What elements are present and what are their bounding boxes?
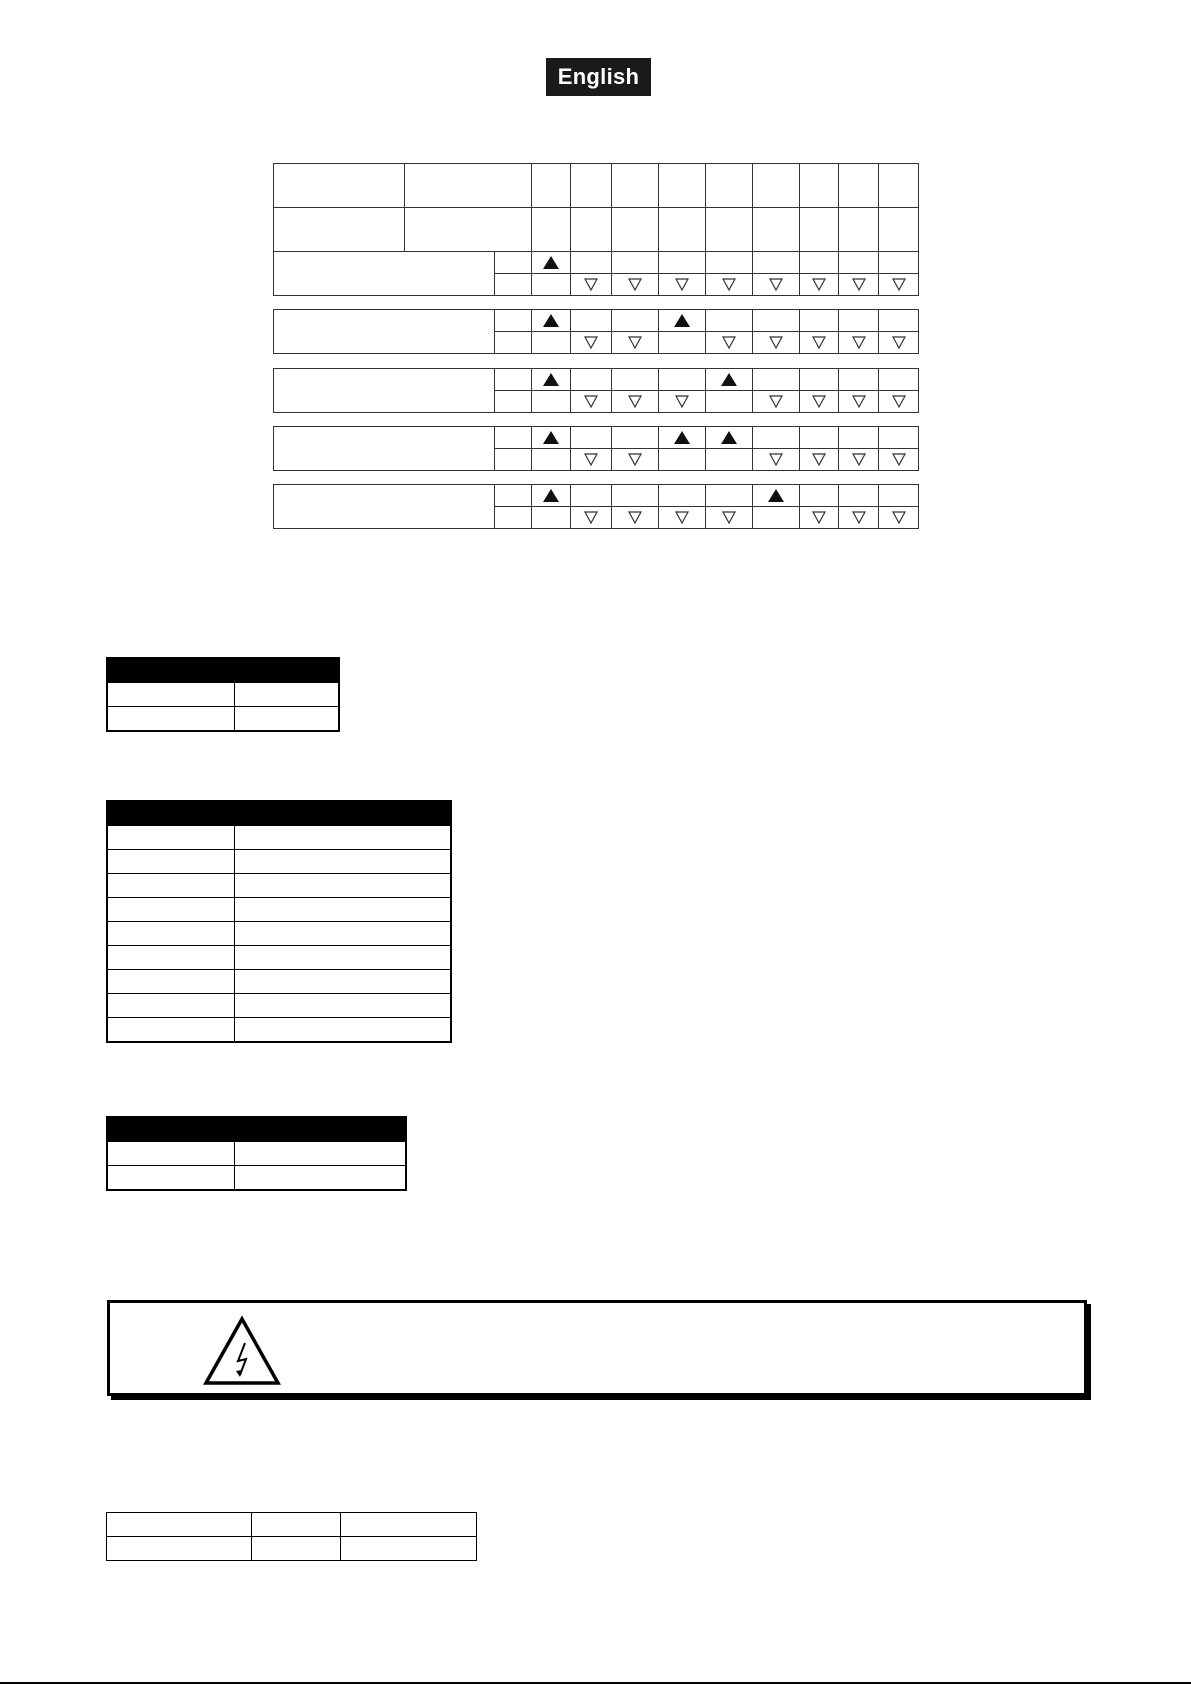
table-header-row	[107, 1117, 406, 1142]
dip-switch-off-cell	[839, 391, 879, 413]
electric-hazard-icon	[202, 1315, 282, 1387]
switch-off-marker-icon	[892, 393, 906, 410]
dip-row-on	[274, 485, 919, 507]
dip-switch-off-cell	[532, 449, 571, 471]
dip-switch-on-cell	[800, 310, 839, 332]
dip-switch-off-cell	[753, 507, 800, 529]
dip-switch-group	[273, 251, 919, 296]
dip-group-label-cell	[274, 369, 495, 413]
dip-switch-off-cell	[753, 332, 800, 354]
switch-on-marker-icon	[721, 373, 737, 386]
table-row	[107, 946, 451, 970]
switch-off-marker-icon	[722, 334, 736, 351]
switch-off-marker-icon	[584, 451, 598, 468]
dip-switch-off-cell	[839, 449, 879, 471]
switch-off-marker-icon	[628, 451, 642, 468]
dip-switch-on-cell	[532, 252, 571, 274]
switch-on-marker-icon	[543, 314, 559, 327]
switch-off-marker-icon	[675, 509, 689, 526]
warning-box	[107, 1300, 1087, 1396]
dip-group-label-cell	[274, 310, 495, 354]
dip-switch-on-cell	[879, 252, 919, 274]
dip-switch-off-cell	[612, 391, 659, 413]
dip-switch-on-cell	[612, 427, 659, 449]
data-table-d	[106, 1512, 477, 1561]
dip-switch-off-cell	[800, 391, 839, 413]
dip-switch-on-cell	[753, 310, 800, 332]
table-row	[107, 898, 451, 922]
dip-switch-off-cell	[753, 274, 800, 296]
dip-switch-off-cell	[879, 449, 919, 471]
dip-switch-group	[273, 484, 919, 529]
table-row	[107, 826, 451, 850]
dip-switch-off-cell	[571, 332, 612, 354]
switch-on-marker-icon	[543, 431, 559, 444]
switch-off-marker-icon	[812, 393, 826, 410]
dip-switch-off-cell	[706, 449, 753, 471]
dip-switch-on-cell	[532, 485, 571, 507]
switch-off-marker-icon	[892, 509, 906, 526]
table-row	[107, 994, 451, 1018]
dip-switch-off-cell	[659, 507, 706, 529]
dip-switch-on-cell	[800, 485, 839, 507]
dip-switch-off-cell	[800, 332, 839, 354]
dip-switch-on-cell	[659, 310, 706, 332]
dip-switch-on-cell	[659, 485, 706, 507]
dip-row-on	[274, 252, 919, 274]
dip-group-label-cell	[274, 427, 495, 471]
data-table-c	[106, 1116, 407, 1191]
dip-switch-on-cell	[753, 485, 800, 507]
dip-switch-on-cell	[571, 369, 612, 391]
table-row	[107, 1142, 406, 1166]
dip-switch-on-cell	[879, 427, 919, 449]
dip-switch-off-cell	[612, 507, 659, 529]
dip-switch-on-cell	[753, 252, 800, 274]
switch-off-marker-icon	[675, 393, 689, 410]
dip-switch-on-cell	[571, 427, 612, 449]
dip-switch-off-cell	[532, 507, 571, 529]
dip-switch-off-cell	[839, 507, 879, 529]
switch-off-marker-icon	[628, 334, 642, 351]
dip-switch-on-cell	[879, 310, 919, 332]
switch-on-marker-icon	[768, 489, 784, 502]
table-row	[107, 874, 451, 898]
dip-switch-on-cell	[839, 369, 879, 391]
dip-switch-off-cell	[532, 332, 571, 354]
dip-switch-on-cell	[706, 310, 753, 332]
switch-off-marker-icon	[722, 276, 736, 293]
dip-switch-on-cell	[800, 252, 839, 274]
dip-switch-off-cell	[612, 274, 659, 296]
switch-on-marker-icon	[674, 314, 690, 327]
footer-rule	[0, 1682, 1191, 1684]
table-row	[107, 1537, 477, 1561]
switch-on-marker-icon	[543, 373, 559, 386]
dip-switch-off-cell	[800, 507, 839, 529]
dip-switch-on-cell	[612, 485, 659, 507]
dip-switch-on-cell	[612, 252, 659, 274]
dip-switch-on-cell	[612, 310, 659, 332]
dip-switch-on-cell	[706, 485, 753, 507]
switch-off-marker-icon	[852, 393, 866, 410]
switch-off-marker-icon	[628, 509, 642, 526]
switch-on-marker-icon	[721, 431, 737, 444]
dip-switch-on-cell	[659, 427, 706, 449]
dip-switch-off-cell	[800, 274, 839, 296]
switch-off-marker-icon	[892, 451, 906, 468]
dip-switch-on-cell	[571, 310, 612, 332]
dip-switch-on-cell	[612, 369, 659, 391]
dip-switch-group	[273, 309, 919, 354]
dip-row-on	[274, 369, 919, 391]
dip-switch-off-cell	[532, 274, 571, 296]
switch-on-marker-icon	[543, 489, 559, 502]
switch-on-marker-icon	[543, 256, 559, 269]
dip-switch-on-cell	[753, 369, 800, 391]
switch-off-marker-icon	[892, 276, 906, 293]
dip-switch-off-cell	[879, 507, 919, 529]
data-table-b	[106, 800, 452, 1043]
dip-switch-off-cell	[571, 391, 612, 413]
switch-off-marker-icon	[584, 334, 598, 351]
dip-switch-on-cell	[839, 252, 879, 274]
dip-group-label-cell	[274, 252, 495, 296]
dip-switch-off-cell	[879, 332, 919, 354]
switch-off-marker-icon	[628, 276, 642, 293]
dip-switch-on-cell	[532, 310, 571, 332]
switch-off-marker-icon	[769, 451, 783, 468]
dip-switch-on-cell	[659, 252, 706, 274]
dip-switch-header	[273, 163, 919, 252]
dip-switch-off-cell	[612, 449, 659, 471]
dip-switch-off-cell	[839, 332, 879, 354]
dip-switch-on-cell	[706, 369, 753, 391]
table-row	[107, 850, 451, 874]
switch-off-marker-icon	[584, 276, 598, 293]
switch-off-marker-icon	[812, 509, 826, 526]
dip-switch-on-cell	[800, 369, 839, 391]
dip-group-label-cell	[274, 485, 495, 529]
switch-off-marker-icon	[769, 334, 783, 351]
switch-off-marker-icon	[584, 393, 598, 410]
dip-switch-off-cell	[839, 274, 879, 296]
dip-switch-on-cell	[800, 427, 839, 449]
switch-off-marker-icon	[812, 276, 826, 293]
table-header-row	[107, 801, 451, 826]
table-row	[107, 1166, 406, 1191]
dip-switch-off-cell	[879, 391, 919, 413]
dip-switch-on-cell	[839, 485, 879, 507]
table-row	[107, 970, 451, 994]
dip-switch-group	[273, 426, 919, 471]
switch-off-marker-icon	[769, 276, 783, 293]
dip-switch-off-cell	[659, 449, 706, 471]
switch-off-marker-icon	[852, 334, 866, 351]
dip-switch-off-cell	[706, 274, 753, 296]
dip-switch-on-cell	[571, 485, 612, 507]
dip-switch-on-cell	[839, 310, 879, 332]
switch-off-marker-icon	[722, 509, 736, 526]
dip-switch-off-cell	[879, 274, 919, 296]
dip-switch-on-cell	[839, 427, 879, 449]
switch-off-marker-icon	[675, 276, 689, 293]
dip-header-row	[274, 164, 919, 208]
dip-switch-on-cell	[532, 369, 571, 391]
dip-switch-off-cell	[532, 391, 571, 413]
dip-switch-on-cell	[706, 252, 753, 274]
dip-switch-on-cell	[571, 252, 612, 274]
dip-switch-off-cell	[659, 332, 706, 354]
dip-row-on	[274, 310, 919, 332]
dip-switch-off-cell	[753, 449, 800, 471]
dip-switch-off-cell	[659, 391, 706, 413]
dip-switch-off-cell	[659, 274, 706, 296]
dip-switch-on-cell	[659, 369, 706, 391]
dip-switch-on-cell	[706, 427, 753, 449]
switch-off-marker-icon	[812, 334, 826, 351]
switch-on-marker-icon	[674, 431, 690, 444]
dip-header-row	[274, 208, 919, 252]
switch-off-marker-icon	[852, 276, 866, 293]
dip-switch-off-cell	[706, 507, 753, 529]
switch-off-marker-icon	[892, 334, 906, 351]
dip-switch-on-cell	[532, 427, 571, 449]
dip-switch-on-cell	[879, 369, 919, 391]
dip-switch-off-cell	[571, 274, 612, 296]
switch-off-marker-icon	[769, 393, 783, 410]
table-row	[107, 1018, 451, 1043]
dip-row-on	[274, 427, 919, 449]
dip-switch-off-cell	[571, 449, 612, 471]
dip-switch-group	[273, 368, 919, 413]
table-header-row	[107, 658, 339, 683]
switch-off-marker-icon	[852, 509, 866, 526]
switch-off-marker-icon	[812, 451, 826, 468]
dip-switch-off-cell	[612, 332, 659, 354]
dip-switch-off-cell	[571, 507, 612, 529]
dip-switch-on-cell	[879, 485, 919, 507]
switch-off-marker-icon	[584, 509, 598, 526]
switch-off-marker-icon	[628, 393, 642, 410]
dip-switch-off-cell	[800, 449, 839, 471]
dip-switch-off-cell	[706, 332, 753, 354]
dip-switch-on-cell	[753, 427, 800, 449]
dip-switch-off-cell	[753, 391, 800, 413]
switch-off-marker-icon	[852, 451, 866, 468]
table-row	[107, 707, 339, 732]
language-badge: English	[546, 58, 651, 96]
data-table-a	[106, 657, 340, 732]
table-row	[107, 922, 451, 946]
table-row	[107, 683, 339, 707]
table-row	[107, 1513, 477, 1537]
dip-switch-off-cell	[706, 391, 753, 413]
